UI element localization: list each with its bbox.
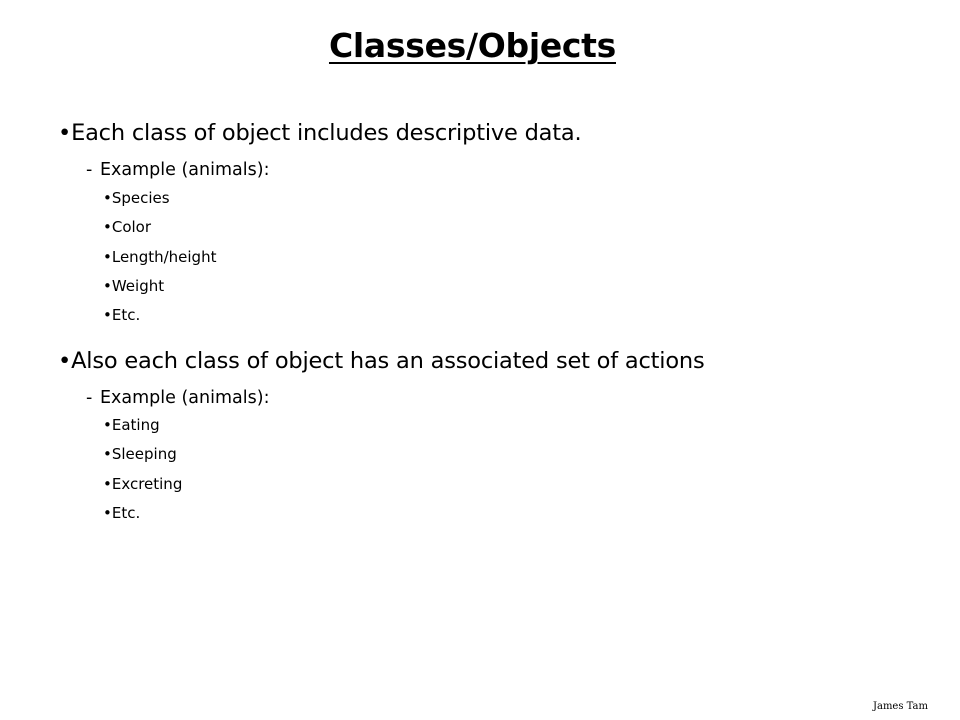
bullet-icon: •	[103, 416, 112, 434]
bullet-icon: •	[103, 306, 112, 325]
dash-icon: -	[86, 160, 93, 180]
item-list	[0, 184, 960, 330]
bullet-icon: •	[103, 445, 112, 464]
bullet-icon: •	[58, 120, 72, 146]
list-item-text: Etc.	[111, 503, 141, 522]
bullet-text: Each class of object includes descriptive data.	[71, 120, 582, 146]
bullet-icon: •	[103, 218, 112, 237]
list-item	[103, 470, 960, 499]
footer-author: James Tam	[872, 701, 928, 712]
bullet-icon: •	[103, 503, 112, 522]
bullet-icon: •	[103, 474, 112, 493]
bullet-level-1	[58, 118, 960, 148]
sub-bullet-text: Example (animals):	[100, 388, 270, 408]
list-item-text: Eating	[111, 416, 160, 434]
list-item-text: Length/height	[111, 247, 217, 266]
list-item	[103, 440, 960, 469]
bullet-icon: •	[58, 348, 72, 374]
list-item	[103, 213, 960, 242]
list-item	[103, 272, 960, 301]
list-item	[103, 243, 960, 272]
sub-bullet	[86, 386, 960, 410]
sub-bullet-text: Example (animals):	[100, 160, 270, 180]
list-item-text: Color	[111, 218, 152, 237]
list-item	[103, 499, 960, 528]
dash-icon: -	[86, 388, 93, 408]
list-item	[103, 411, 960, 440]
item-list	[0, 411, 960, 528]
bullet-icon: •	[103, 276, 112, 295]
sub-bullet	[86, 158, 960, 182]
list-item-text: Weight	[111, 276, 165, 295]
list-item	[103, 301, 960, 330]
list-item-text: Species	[111, 189, 170, 207]
list-item	[103, 184, 960, 213]
bullet-text: Also each class of object has an associated set of actions	[71, 348, 705, 374]
bullet-icon: •	[103, 189, 112, 207]
list-item-text: Excreting	[111, 474, 183, 493]
bullet-section-descriptive-data	[0, 118, 960, 330]
list-item-text: Sleeping	[111, 445, 177, 464]
bullet-level-1	[58, 346, 960, 376]
slide-title: Classes/Objects	[328, 26, 616, 65]
bullet-icon: •	[103, 247, 112, 266]
bullet-section-actions	[0, 346, 960, 528]
list-item-text: Etc.	[111, 306, 141, 325]
